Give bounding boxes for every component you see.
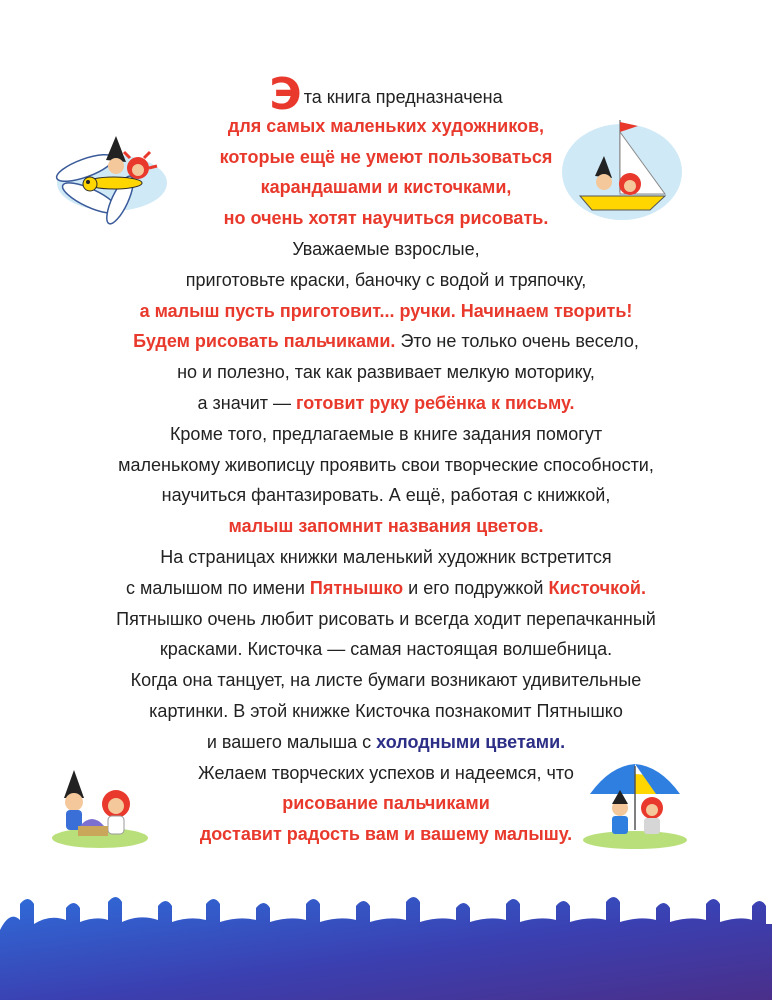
children-basket-illustration: [50, 768, 150, 850]
text-run: с малышом по имени: [126, 577, 310, 598]
dragonfly-riders-illustration: [50, 128, 180, 228]
text-run: готовит руку ребёнка к письму.: [296, 392, 575, 413]
text-run: Кисточкой.: [548, 577, 646, 598]
text-line: [60, 69, 712, 120]
text-line: картинки. В этой книжке Кисточка познакомит Пятнышко: [149, 700, 623, 721]
paper-boat-illustration: [560, 112, 685, 222]
text-run: Пятнышко: [309, 577, 404, 598]
text-line: рисование пальчиками: [282, 793, 490, 814]
text-line: карандашами и кисточками,: [260, 177, 512, 198]
text-run: и его подружкой: [403, 577, 549, 598]
text-run: та книга предназначена: [303, 87, 503, 107]
text-line: но очень хотят научиться рисовать.: [223, 208, 549, 229]
text-line: [60, 727, 712, 758]
text-run: холодными цветами.: [376, 731, 566, 752]
text-line: но и полезно, так как развивает мелкую моторику,: [177, 362, 595, 383]
text-line: малыш запомнит названия цветов.: [228, 516, 544, 537]
paint-drip-border: [0, 890, 772, 1000]
text-line: Желаем творческих успехов и надеемся, что: [198, 762, 574, 783]
text-line: красками. Кисточка — самая настоящая волшебница.: [159, 639, 613, 660]
text-line: а малыш пусть приготовит... ручки. Начинаем творить!: [139, 300, 633, 321]
text-line: Когда она танцует, на листе бумаги возникают удивительные: [130, 670, 642, 691]
text-run: Это не только очень весело,: [395, 331, 639, 352]
children-umbrella-illustration: [580, 760, 690, 850]
text-run: и вашего малыша с: [206, 731, 377, 752]
text-run: а значит —: [197, 392, 297, 413]
text-line: На страницах книжки маленький художник встретится: [160, 546, 612, 567]
text-line: для самых маленьких художников,: [227, 115, 545, 136]
text-line: маленькому живописцу проявить свои творческие способности,: [118, 454, 654, 475]
text-line: доставит радость вам и вашему малышу.: [199, 824, 573, 845]
text-line: научиться фантазировать. А ещё, работая с книжкой,: [161, 485, 611, 506]
text-line: [60, 388, 712, 419]
text-line: Кроме того, предлагаемые в книге задания помогут: [169, 423, 603, 444]
text-line: приготовьте краски, баночку с водой и тряпочку,: [185, 269, 587, 290]
text-line: Пятнышко очень любит рисовать и всегда ходит перепачканный: [116, 608, 656, 629]
drop-cap-letter: Э: [269, 69, 302, 120]
text-line: Уважаемые взрослые,: [292, 238, 480, 259]
text-line: [60, 573, 712, 604]
text-run: Будем рисовать пальчиками.: [133, 331, 396, 352]
text-line: [60, 326, 712, 357]
text-line: которые ещё не умеют пользоваться: [219, 146, 553, 167]
